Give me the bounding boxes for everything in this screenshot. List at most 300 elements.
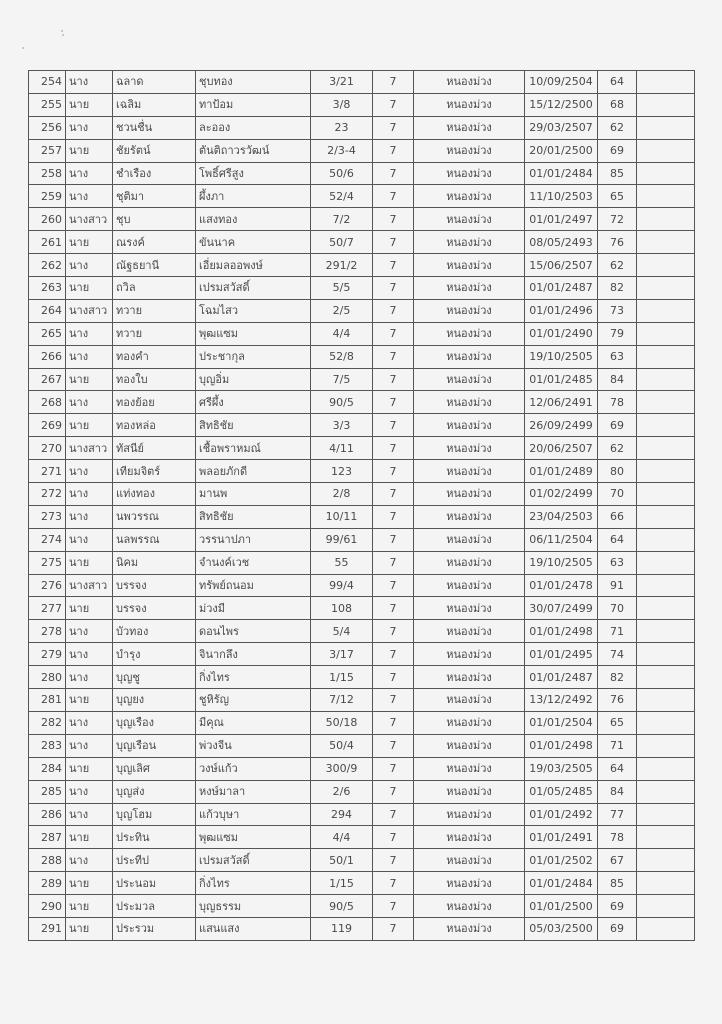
age-cell: 69 [598, 414, 637, 437]
house-number-cell: 300/9 [311, 757, 373, 780]
village-name-cell: หนองม่วง [414, 71, 525, 94]
first-name-cell: บุญส่ง [113, 780, 196, 803]
village-name-cell: หนองม่วง [414, 460, 525, 483]
moo-number-cell: 7 [373, 460, 414, 483]
remark-cell [637, 116, 695, 139]
village-name-cell: หนองม่วง [414, 162, 525, 185]
age-cell: 71 [598, 620, 637, 643]
village-name-cell: หนองม่วง [414, 139, 525, 162]
moo-number-cell: 7 [373, 93, 414, 116]
moo-number-cell: 7 [373, 483, 414, 506]
remark-cell [637, 872, 695, 895]
row-number-cell: 290 [29, 895, 66, 918]
last-name-cell: ประชากุล [196, 345, 311, 368]
table-row [29, 116, 695, 139]
last-name-cell: เอี่ยมลออพงษ์ [196, 254, 311, 277]
age-cell: 71 [598, 734, 637, 757]
name-prefix-cell: นาย [66, 826, 113, 849]
name-prefix-cell: นาย [66, 368, 113, 391]
village-name-cell: หนองม่วง [414, 620, 525, 643]
age-cell: 78 [598, 391, 637, 414]
table-row [29, 71, 695, 94]
house-number-cell: 108 [311, 597, 373, 620]
name-prefix-cell: นางสาว [66, 208, 113, 231]
table-row [29, 483, 695, 506]
last-name-cell: เปรมสวัสดิ์ [196, 849, 311, 872]
first-name-cell: ณรงค์ [113, 231, 196, 254]
age-cell: 84 [598, 368, 637, 391]
moo-number-cell: 7 [373, 231, 414, 254]
last-name-cell: กิ่งไทร [196, 666, 311, 689]
last-name-cell: ทาป้อม [196, 93, 311, 116]
moo-number-cell: 7 [373, 666, 414, 689]
age-cell: 66 [598, 505, 637, 528]
row-number-cell: 275 [29, 551, 66, 574]
age-cell: 70 [598, 483, 637, 506]
moo-number-cell: 7 [373, 116, 414, 139]
moo-number-cell: 7 [373, 872, 414, 895]
name-prefix-cell: นาง [66, 391, 113, 414]
table-row [29, 666, 695, 689]
table-row [29, 895, 695, 918]
first-name-cell: ประทีป [113, 849, 196, 872]
moo-number-cell: 7 [373, 917, 414, 940]
table-row [29, 185, 695, 208]
birth-date-cell: 01/01/2498 [525, 620, 598, 643]
row-number-cell: 285 [29, 780, 66, 803]
house-number-cell: 50/18 [311, 711, 373, 734]
moo-number-cell: 7 [373, 322, 414, 345]
moo-number-cell: 7 [373, 711, 414, 734]
house-number-cell: 55 [311, 551, 373, 574]
table-row [29, 505, 695, 528]
birth-date-cell: 23/04/2503 [525, 505, 598, 528]
moo-number-cell: 7 [373, 505, 414, 528]
row-number-cell: 269 [29, 414, 66, 437]
moo-number-cell: 7 [373, 689, 414, 712]
age-cell: 82 [598, 277, 637, 300]
name-prefix-cell: นาง [66, 162, 113, 185]
village-name-cell: หนองม่วง [414, 483, 525, 506]
row-number-cell: 281 [29, 689, 66, 712]
first-name-cell: ชุติมา [113, 185, 196, 208]
remark-cell [637, 826, 695, 849]
house-number-cell: 291/2 [311, 254, 373, 277]
name-prefix-cell: นาง [66, 711, 113, 734]
table-row [29, 208, 695, 231]
house-number-cell: 4/11 [311, 437, 373, 460]
birth-date-cell: 01/05/2485 [525, 780, 598, 803]
name-prefix-cell: นาย [66, 872, 113, 895]
house-number-cell: 23 [311, 116, 373, 139]
row-number-cell: 287 [29, 826, 66, 849]
moo-number-cell: 7 [373, 734, 414, 757]
row-number-cell: 272 [29, 483, 66, 506]
remark-cell [637, 322, 695, 345]
moo-number-cell: 7 [373, 299, 414, 322]
remark-cell [637, 139, 695, 162]
moo-number-cell: 7 [373, 574, 414, 597]
moo-number-cell: 7 [373, 757, 414, 780]
moo-number-cell: 7 [373, 208, 414, 231]
name-prefix-cell: นาย [66, 231, 113, 254]
remark-cell [637, 734, 695, 757]
name-prefix-cell: นาย [66, 597, 113, 620]
name-prefix-cell: นาง [66, 666, 113, 689]
first-name-cell: ชัยรัตน์ [113, 139, 196, 162]
village-name-cell: หนองม่วง [414, 574, 525, 597]
remark-cell [637, 345, 695, 368]
moo-number-cell: 7 [373, 826, 414, 849]
first-name-cell: ฉลาด [113, 71, 196, 94]
row-number-cell: 259 [29, 185, 66, 208]
scan-speck [62, 34, 64, 36]
birth-date-cell: 19/03/2505 [525, 757, 598, 780]
last-name-cell: วรรนาปภา [196, 528, 311, 551]
table-row [29, 277, 695, 300]
age-cell: 64 [598, 757, 637, 780]
table-row [29, 299, 695, 322]
house-number-cell: 2/6 [311, 780, 373, 803]
village-name-cell: หนองม่วง [414, 254, 525, 277]
age-cell: 70 [598, 597, 637, 620]
scan-speck [61, 30, 63, 32]
village-name-cell: หนองม่วง [414, 437, 525, 460]
table-row [29, 780, 695, 803]
last-name-cell: ขันนาค [196, 231, 311, 254]
remark-cell [637, 917, 695, 940]
birth-date-cell: 20/01/2500 [525, 139, 598, 162]
name-prefix-cell: นาง [66, 528, 113, 551]
name-prefix-cell: นาง [66, 71, 113, 94]
age-cell: 63 [598, 345, 637, 368]
last-name-cell: ศรีผึ้ง [196, 391, 311, 414]
table-row [29, 391, 695, 414]
name-prefix-cell: นาย [66, 414, 113, 437]
last-name-cell: หงษ์มาลา [196, 780, 311, 803]
village-name-cell: หนองม่วง [414, 345, 525, 368]
first-name-cell: นพวรรณ [113, 505, 196, 528]
last-name-cell: โฉมไสว [196, 299, 311, 322]
table-row [29, 826, 695, 849]
last-name-cell: มีคุณ [196, 711, 311, 734]
remark-cell [637, 620, 695, 643]
name-prefix-cell: นาย [66, 277, 113, 300]
age-cell: 72 [598, 208, 637, 231]
house-number-cell: 50/1 [311, 849, 373, 872]
village-name-cell: หนองม่วง [414, 414, 525, 437]
first-name-cell: ทองหล่อ [113, 414, 196, 437]
house-number-cell: 99/61 [311, 528, 373, 551]
last-name-cell: เปรมสวัสดิ์ [196, 277, 311, 300]
birth-date-cell: 15/06/2507 [525, 254, 598, 277]
moo-number-cell: 7 [373, 139, 414, 162]
table-row [29, 345, 695, 368]
age-cell: 85 [598, 162, 637, 185]
table-row [29, 437, 695, 460]
table-row [29, 917, 695, 940]
age-cell: 62 [598, 254, 637, 277]
house-number-cell: 7/5 [311, 368, 373, 391]
last-name-cell: ผึ้งภา [196, 185, 311, 208]
last-name-cell: พุฒแซม [196, 826, 311, 849]
house-number-cell: 2/3-4 [311, 139, 373, 162]
name-prefix-cell: นาง [66, 643, 113, 666]
remark-cell [637, 780, 695, 803]
birth-date-cell: 12/06/2491 [525, 391, 598, 414]
last-name-cell: บุญธรรม [196, 895, 311, 918]
age-cell: 79 [598, 322, 637, 345]
first-name-cell: นลพรรณ [113, 528, 196, 551]
birth-date-cell: 01/01/2496 [525, 299, 598, 322]
first-name-cell: บำรุง [113, 643, 196, 666]
name-prefix-cell: นาง [66, 483, 113, 506]
village-name-cell: หนองม่วง [414, 299, 525, 322]
last-name-cell: ดอนไพร [196, 620, 311, 643]
village-name-cell: หนองม่วง [414, 231, 525, 254]
first-name-cell: บรรจง [113, 597, 196, 620]
last-name-cell: แสนแสง [196, 917, 311, 940]
village-name-cell: หนองม่วง [414, 277, 525, 300]
moo-number-cell: 7 [373, 551, 414, 574]
village-name-cell: หนองม่วง [414, 849, 525, 872]
first-name-cell: บุญชู [113, 666, 196, 689]
row-number-cell: 286 [29, 803, 66, 826]
first-name-cell: ทองคำ [113, 345, 196, 368]
name-prefix-cell: นาย [66, 895, 113, 918]
last-name-cell: มานพ [196, 483, 311, 506]
birth-date-cell: 01/02/2499 [525, 483, 598, 506]
house-number-cell: 3/21 [311, 71, 373, 94]
age-cell: 80 [598, 460, 637, 483]
row-number-cell: 277 [29, 597, 66, 620]
house-number-cell: 90/5 [311, 895, 373, 918]
first-name-cell: เฉลิม [113, 93, 196, 116]
village-name-cell: หนองม่วง [414, 528, 525, 551]
row-number-cell: 257 [29, 139, 66, 162]
house-number-cell: 123 [311, 460, 373, 483]
table-row [29, 803, 695, 826]
moo-number-cell: 7 [373, 391, 414, 414]
village-name-cell: หนองม่วง [414, 551, 525, 574]
moo-number-cell: 7 [373, 803, 414, 826]
table-row [29, 849, 695, 872]
birth-date-cell: 05/03/2500 [525, 917, 598, 940]
name-prefix-cell: นาง [66, 322, 113, 345]
moo-number-cell: 7 [373, 780, 414, 803]
last-name-cell: ละออง [196, 116, 311, 139]
age-cell: 65 [598, 185, 637, 208]
name-prefix-cell: นาย [66, 139, 113, 162]
village-name-cell: หนองม่วง [414, 666, 525, 689]
roster-body [29, 71, 695, 941]
first-name-cell: ประทิน [113, 826, 196, 849]
name-prefix-cell: นาง [66, 620, 113, 643]
row-number-cell: 256 [29, 116, 66, 139]
name-prefix-cell: นาย [66, 689, 113, 712]
row-number-cell: 280 [29, 666, 66, 689]
row-number-cell: 264 [29, 299, 66, 322]
name-prefix-cell: นาง [66, 734, 113, 757]
remark-cell [637, 391, 695, 414]
birth-date-cell: 01/01/2491 [525, 826, 598, 849]
remark-cell [637, 803, 695, 826]
first-name-cell: บุญเรือง [113, 711, 196, 734]
row-number-cell: 270 [29, 437, 66, 460]
table-row [29, 231, 695, 254]
roster-table [28, 70, 695, 941]
name-prefix-cell: นางสาว [66, 299, 113, 322]
row-number-cell: 261 [29, 231, 66, 254]
village-name-cell: หนองม่วง [414, 93, 525, 116]
first-name-cell: ชำเรือง [113, 162, 196, 185]
first-name-cell: ประรวม [113, 917, 196, 940]
row-number-cell: 279 [29, 643, 66, 666]
age-cell: 77 [598, 803, 637, 826]
age-cell: 68 [598, 93, 637, 116]
house-number-cell: 7/2 [311, 208, 373, 231]
row-number-cell: 283 [29, 734, 66, 757]
row-number-cell: 266 [29, 345, 66, 368]
moo-number-cell: 7 [373, 597, 414, 620]
last-name-cell: พ่วงจีน [196, 734, 311, 757]
first-name-cell: บุญเรือน [113, 734, 196, 757]
first-name-cell: แท่งทอง [113, 483, 196, 506]
moo-number-cell: 7 [373, 437, 414, 460]
first-name-cell: ประมวล [113, 895, 196, 918]
first-name-cell: ถวิล [113, 277, 196, 300]
house-number-cell: 50/6 [311, 162, 373, 185]
name-prefix-cell: นาง [66, 345, 113, 368]
village-name-cell: หนองม่วง [414, 185, 525, 208]
remark-cell [637, 757, 695, 780]
village-name-cell: หนองม่วง [414, 895, 525, 918]
age-cell: 73 [598, 299, 637, 322]
house-number-cell: 2/5 [311, 299, 373, 322]
last-name-cell: จำนงค์เวช [196, 551, 311, 574]
village-name-cell: หนองม่วง [414, 872, 525, 895]
remark-cell [637, 551, 695, 574]
birth-date-cell: 19/10/2505 [525, 345, 598, 368]
remark-cell [637, 93, 695, 116]
birth-date-cell: 13/12/2492 [525, 689, 598, 712]
name-prefix-cell: นาย [66, 551, 113, 574]
row-number-cell: 282 [29, 711, 66, 734]
name-prefix-cell: นาง [66, 505, 113, 528]
last-name-cell: จินากลึง [196, 643, 311, 666]
row-number-cell: 274 [29, 528, 66, 551]
house-number-cell: 90/5 [311, 391, 373, 414]
last-name-cell: บุญอิ่ม [196, 368, 311, 391]
age-cell: 84 [598, 780, 637, 803]
name-prefix-cell: นาย [66, 93, 113, 116]
village-name-cell: หนองม่วง [414, 368, 525, 391]
last-name-cell: ตันติถาวรวัฒน์ [196, 139, 311, 162]
house-number-cell: 7/12 [311, 689, 373, 712]
remark-cell [637, 231, 695, 254]
house-number-cell: 5/4 [311, 620, 373, 643]
table-row [29, 254, 695, 277]
first-name-cell: ทองย้อย [113, 391, 196, 414]
remark-cell [637, 528, 695, 551]
table-row [29, 734, 695, 757]
row-number-cell: 260 [29, 208, 66, 231]
remark-cell [637, 71, 695, 94]
remark-cell [637, 299, 695, 322]
name-prefix-cell: นาง [66, 116, 113, 139]
row-number-cell: 268 [29, 391, 66, 414]
village-name-cell: หนองม่วง [414, 689, 525, 712]
table-row [29, 689, 695, 712]
first-name-cell: นิคม [113, 551, 196, 574]
village-name-cell: หนองม่วง [414, 757, 525, 780]
age-cell: 78 [598, 826, 637, 849]
last-name-cell: ชุบทอง [196, 71, 311, 94]
house-number-cell: 52/8 [311, 345, 373, 368]
last-name-cell: พุฒแซม [196, 322, 311, 345]
village-name-cell: หนองม่วง [414, 826, 525, 849]
table-row [29, 322, 695, 345]
table-row [29, 162, 695, 185]
village-name-cell: หนองม่วง [414, 711, 525, 734]
village-name-cell: หนองม่วง [414, 734, 525, 757]
last-name-cell: แก้วบุษา [196, 803, 311, 826]
name-prefix-cell: นาง [66, 780, 113, 803]
house-number-cell: 3/8 [311, 93, 373, 116]
house-number-cell: 5/5 [311, 277, 373, 300]
first-name-cell: ชุบ [113, 208, 196, 231]
row-number-cell: 276 [29, 574, 66, 597]
house-number-cell: 294 [311, 803, 373, 826]
birth-date-cell: 19/10/2505 [525, 551, 598, 574]
birth-date-cell: 20/06/2507 [525, 437, 598, 460]
remark-cell [637, 666, 695, 689]
first-name-cell: ณัฐธยานี [113, 254, 196, 277]
moo-number-cell: 7 [373, 254, 414, 277]
first-name-cell: บุญยง [113, 689, 196, 712]
birth-date-cell: 26/09/2499 [525, 414, 598, 437]
table-row [29, 597, 695, 620]
remark-cell [637, 574, 695, 597]
remark-cell [637, 185, 695, 208]
moo-number-cell: 7 [373, 71, 414, 94]
row-number-cell: 263 [29, 277, 66, 300]
age-cell: 76 [598, 231, 637, 254]
scan-speck [22, 47, 24, 49]
last-name-cell: เชื้อพราหมณ์ [196, 437, 311, 460]
moo-number-cell: 7 [373, 277, 414, 300]
remark-cell [637, 711, 695, 734]
age-cell: 76 [598, 689, 637, 712]
last-name-cell: สิทธิชัย [196, 505, 311, 528]
birth-date-cell: 06/11/2504 [525, 528, 598, 551]
last-name-cell: ทรัพย์ถนอม [196, 574, 311, 597]
age-cell: 91 [598, 574, 637, 597]
last-name-cell: วงษ์แก้ว [196, 757, 311, 780]
house-number-cell: 3/17 [311, 643, 373, 666]
name-prefix-cell: นาง [66, 803, 113, 826]
village-name-cell: หนองม่วง [414, 505, 525, 528]
first-name-cell: เทียมจิตร์ [113, 460, 196, 483]
remark-cell [637, 460, 695, 483]
birth-date-cell: 01/01/2495 [525, 643, 598, 666]
first-name-cell: บุญเลิศ [113, 757, 196, 780]
table-row [29, 711, 695, 734]
name-prefix-cell: นาง [66, 460, 113, 483]
age-cell: 82 [598, 666, 637, 689]
table-row [29, 643, 695, 666]
birth-date-cell: 01/01/2485 [525, 368, 598, 391]
